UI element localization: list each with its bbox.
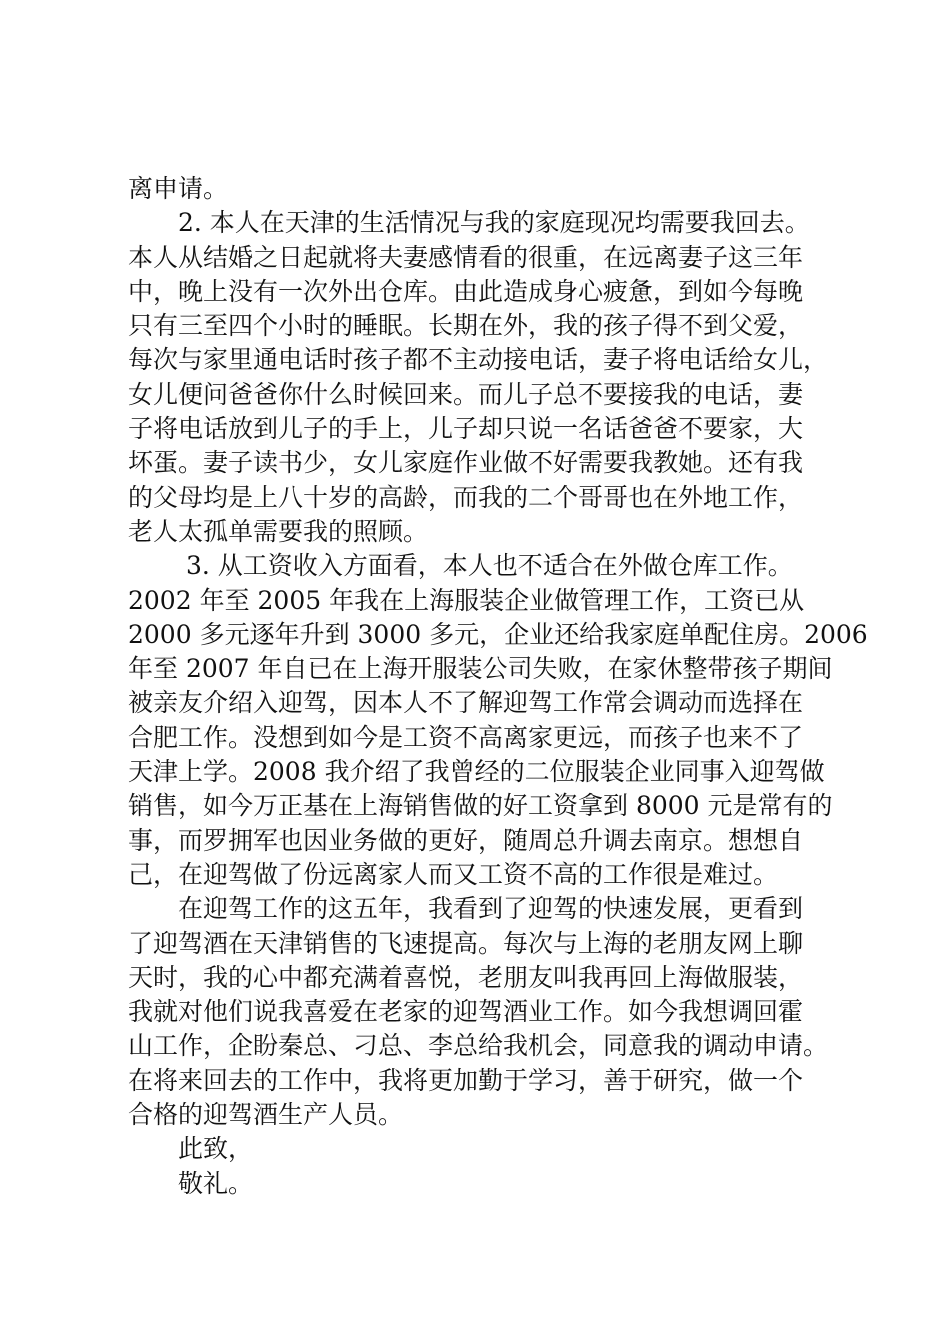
text-line: 被亲友介绍入迎驾，因本人不了解迎驾工作常会调动而选择在 (128, 688, 804, 718)
text-line: 2000 多元逐年升到 3000 多元，企业还给我家庭单配住房。2006 (128, 619, 868, 649)
closing-line: 敬礼。 (128, 1168, 254, 1198)
text-line: 天津上学。2008 我介绍了我曾经的二位服装企业同事入迎驾做 (128, 757, 825, 787)
text-line: 只有三至四个小时的睡眠。长期在外，我的孩子得不到父爱， (128, 311, 804, 341)
text-line: 销售，如今万正基在上海销售做的好工资拿到 8000 元是常有的 (128, 791, 833, 821)
text-line: 天时，我的心中都充满着喜悦，老朋友叫我再回上海做服装， (128, 962, 804, 992)
text-line: 年至 2007 年自已在上海开服装公司失败，在家休整带孩子期间 (128, 654, 833, 684)
text-line: 坏蛋。妻子读书少，女儿家庭作业做不好需要我教她。还有我 (128, 448, 804, 478)
closing-line: 此致， (128, 1134, 254, 1164)
text-line: 山工作，企盼秦总、刁总、李总给我机会，同意我的调动申请。 (128, 1031, 829, 1061)
text-line: 事，而罗拥军也因业务做的更好，随周总升调去南京。想想自 (128, 825, 804, 855)
text-line: 中，晚上没有一次外出仓库。由此造成身心疲惫，到如今每晚 (128, 276, 804, 306)
text-line: 每次与家里通电话时孩子都不主动接电话，妻子将电话给女儿， (128, 345, 829, 375)
text-line: 2. 本人在天津的生活情况与我的家庭现况均需要我回去。 (128, 208, 810, 238)
text-line: 了迎驾酒在天津销售的飞速提高。每次与上海的老朋友网上聊 (128, 928, 804, 958)
text-line: 子将电话放到儿子的手上，儿子却只说一名话爸爸不要家，大 (128, 414, 804, 444)
text-line: 在迎驾工作的这五年，我看到了迎驾的快速发展，更看到 (128, 894, 804, 924)
text-line: 女儿便问爸爸你什么时候回来。而儿子总不要接我的电话，妻 (128, 379, 804, 409)
text-line: 合格的迎驾酒生产人员。 (128, 1100, 404, 1130)
text-line: 本人从结婚之日起就将夫妻感情看的很重，在远离妻子这三年 (128, 242, 804, 272)
text-line: 我就对他们说我喜爱在老家的迎驾酒业工作。如今我想调回霍 (128, 997, 804, 1027)
text-line: 己，在迎驾做了份远离家人而又工资不高的工作很是难过。 (128, 859, 779, 889)
text-line: 的父母均是上八十岁的高龄，而我的二个哥哥也在外地工作， (128, 482, 804, 512)
letter-body (128, 172, 868, 1201)
text-line: 老人太孤单需要我的照顾。 (128, 516, 429, 546)
text-line: 离申请。 (128, 174, 229, 203)
text-line: 2002 年至 2005 年我在上海服装企业做管理工作，工资已从 (128, 585, 805, 615)
text-line: 在将来回去的工作中，我将更加勤于学习，善于研究，做一个 (128, 1065, 804, 1095)
text-line: 3. 从工资收入方面看，本人也不适合在外做仓库工作。 (128, 551, 793, 581)
text-line: 合肥工作。没想到如今是工资不高离家更远，而孩子也来不了 (128, 722, 804, 752)
